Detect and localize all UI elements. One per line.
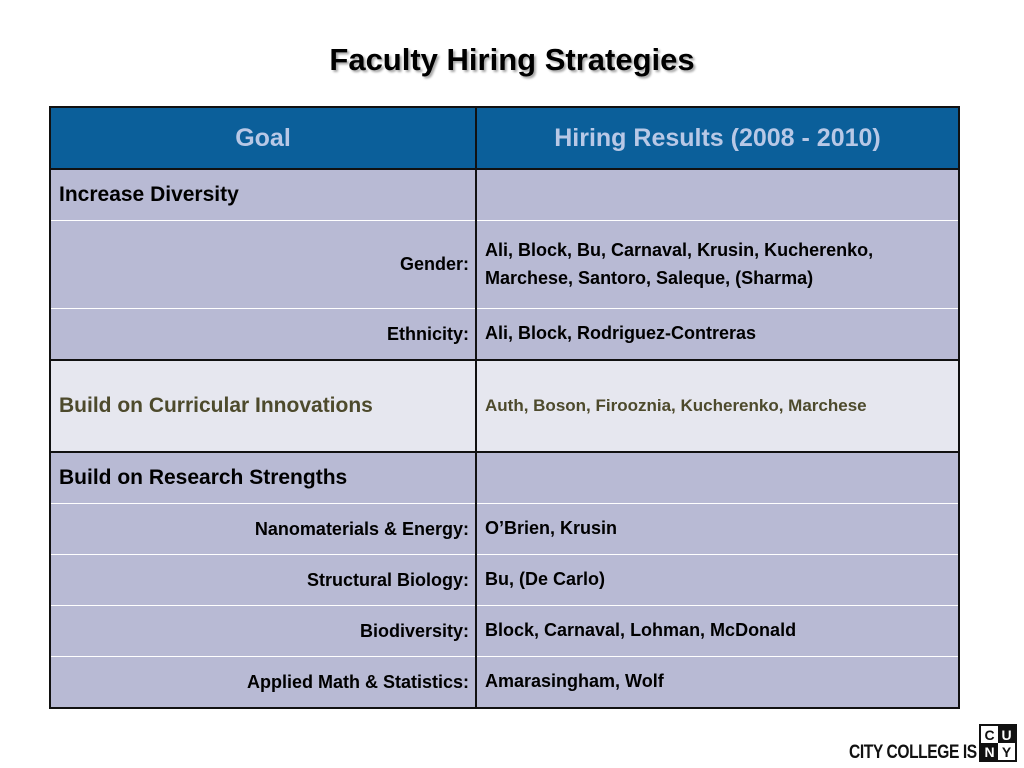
table-row (50, 555, 959, 606)
results-cell: Amarasingham, Wolf (476, 657, 959, 709)
table-header-row (50, 107, 959, 169)
logo-letter: N (981, 743, 998, 760)
table-row (50, 221, 959, 309)
goal-cell: Build on Curricular Innovations (50, 360, 476, 452)
city-college-logo (821, 724, 1017, 762)
results-cell: Auth, Boson, Firooznia, Kucherenko, Marchese (476, 360, 959, 452)
column-header-hiring-results: Hiring Results (2008 - 2010) (476, 107, 959, 169)
results-cell: Bu, (De Carlo) (476, 555, 959, 606)
goal-cell: Applied Math & Statistics: (50, 657, 476, 709)
table-row (50, 606, 959, 657)
goal-cell: Gender: (50, 221, 476, 309)
results-cell (476, 169, 959, 221)
goal-cell: Nanomaterials & Energy: (50, 504, 476, 555)
goal-cell: Build on Research Strengths (50, 452, 476, 504)
cuny-logo-box (979, 724, 1017, 762)
goal-cell: Increase Diversity (50, 169, 476, 221)
results-cell (476, 452, 959, 504)
goal-cell: Ethnicity: (50, 309, 476, 361)
results-cell: O’Brien, Krusin (476, 504, 959, 555)
table-row (50, 657, 959, 709)
results-cell: Ali, Block, Rodriguez-Contreras (476, 309, 959, 361)
goal-cell: Structural Biology: (50, 555, 476, 606)
results-cell: Block, Carnaval, Lohman, McDonald (476, 606, 959, 657)
column-header-goal: Goal (50, 107, 476, 169)
table-row (50, 452, 959, 504)
logo-letter: U (998, 726, 1015, 743)
table-row (50, 309, 959, 361)
logo-letter: C (984, 726, 995, 743)
table-row (50, 504, 959, 555)
slide-title: Faculty Hiring Strategies (329, 42, 695, 77)
table-row (50, 360, 959, 452)
table-row (50, 169, 959, 221)
logo-letter: Y (1001, 743, 1012, 760)
logo-text: CITY COLLEGE IS (849, 742, 977, 763)
results-cell: Ali, Block, Bu, Carnaval, Krusin, Kucherenko, Marchese, Santoro, Saleque, (Sharma) (476, 221, 959, 309)
hiring-table (49, 106, 960, 709)
goal-cell: Biodiversity: (50, 606, 476, 657)
